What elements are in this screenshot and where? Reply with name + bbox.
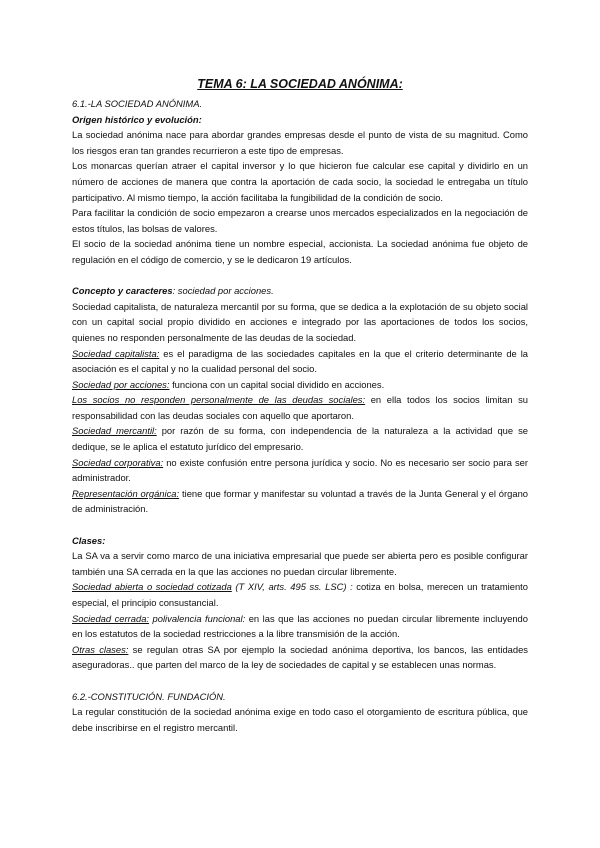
- characteristic-item: [72, 486, 528, 517]
- class-item-closed: [72, 611, 528, 642]
- section-6-2-heading: 6.2.-CONSTITUCIÓN. FUNDACIÓN.: [72, 690, 226, 702]
- characteristic-term: Sociedad mercantil:: [72, 425, 157, 437]
- characteristic-item: [72, 455, 528, 486]
- class-term: Otras clases:: [72, 643, 129, 655]
- origin-heading: Origen histórico y evolución:: [72, 113, 202, 125]
- class-text: se regulan otras SA por ejemplo la sociedad anónima deportiva, los bancos, las entidades aseguradoras.. que parten del marco de la ley de sociedades de capital y se establecen unas normas.: [72, 643, 528, 671]
- classes-intro: La SA va a servir como marco de una iniciativa empresarial que puede ser abierta pero es posible configurar también una SA cerrada en la que las acciones no puedan circular libremente.: [72, 550, 528, 577]
- class-subterm: polivalencia funcional:: [149, 612, 246, 624]
- characteristic-text: no existe confusión entre persona jurídica y socio. No es necesario ser socio para ser administrador.: [72, 456, 528, 484]
- origin-paragraph: El socio de la sociedad anónima tiene un nombre especial, accionista. La sociedad anónima fue objeto de regulación en el código de comercio, y se le dedicaron 19 artículos.: [72, 238, 528, 265]
- spacer: [72, 673, 528, 689]
- class-item-open: [72, 579, 528, 610]
- characteristic-item: [72, 346, 528, 377]
- concept-heading-rest: : sociedad por acciones.: [172, 285, 274, 297]
- characteristic-term: Sociedad corporativa:: [72, 456, 164, 468]
- characteristic-text: funciona con un capital social dividido en acciones.: [169, 378, 385, 390]
- spacer: [72, 517, 528, 533]
- class-text: cotiza en bolsa, merecen un tratamiento especial, el principio consustancial.: [72, 581, 529, 608]
- characteristic-item: [72, 392, 528, 423]
- class-text: en las que las acciones no puedan circular libremente incluyendo en los estatutos de la sociedad restricciones a la libre transmisión de la acción.: [72, 612, 528, 640]
- characteristic-text: tiene que formar y manifestar su voluntad a través de la Junta General y el órgano de administración.: [72, 487, 528, 515]
- origin-paragraph: Para facilitar la condición de socio empezaron a crearse unos mercados especializados en la negociación de estos títulos, las bolsas de valores.: [72, 207, 528, 234]
- characteristic-text: por razón de su forma, con independencia de la naturaleza a la actividad que se dedique, se le aplica el estatuto jurídico del empresario.: [72, 425, 528, 453]
- concept-intro: Sociedad capitalista, de naturaleza mercantil por su forma, que se dedica a la explotación de su objeto social con un capital social propio dividido en acciones e integrado por las aportaciones de todos los socios, quienes no responden personalmente de las deudas de la sociedad.: [72, 300, 528, 343]
- characteristic-term: Los socios no responden personalmente de las deudas sociales:: [72, 394, 366, 406]
- characteristic-item: [72, 377, 528, 393]
- section-6-2-text: La regular constitución de la sociedad anónima exige en todo caso el otorgamiento de escritura pública, que debe inscribirse en el registro mercantil.: [72, 706, 528, 733]
- characteristic-term: Sociedad capitalista:: [72, 347, 160, 359]
- concept-heading-label: Concepto y caracteres: [72, 285, 173, 297]
- class-term: Sociedad abierta o sociedad cotizada: [72, 581, 232, 593]
- page-title: TEMA 6: LA SOCIEDAD ANÓNIMA:: [197, 77, 403, 91]
- class-item-other: [72, 642, 528, 673]
- characteristic-text: es el paradigma de las sociedades capitales en la que el criterio determinante de la asociación es el capital y no la cualidad personal del socio.: [72, 347, 528, 375]
- origin-paragraph: La sociedad anónima nace para abordar grandes empresas desde el punto de vista de su magnitud. Como los riesgos eran tan grandes recurrieron a este tipo de empresas.: [72, 129, 528, 156]
- characteristic-term: Sociedad por acciones:: [72, 378, 170, 390]
- section-6-1-heading: 6.1.-LA SOCIEDAD ANÓNIMA.: [72, 98, 203, 109]
- spacer: [72, 268, 528, 284]
- characteristic-term: Representación orgánica:: [72, 487, 180, 499]
- class-term: Sociedad cerrada:: [72, 612, 150, 624]
- characteristic-item: [72, 423, 528, 454]
- classes-heading: Clases:: [72, 534, 106, 546]
- characteristic-text: en ella todos los socios limitan su responsabilidad con las deudas sociales con aquello que aportaron.: [72, 394, 528, 421]
- concept-heading: [72, 283, 528, 299]
- origin-paragraph: Los monarcas querían atraer el capital inversor y lo que hicieron fue calcular ese capital y dividirlo en un número de acciones de manera que contra la aportación de cada socio, la sociedad le entregaba un título participativo. Al mismo tiempo, la acción facilitaba la fungibilidad de la condición de socio.: [72, 160, 528, 203]
- class-reference: (T XIV, arts. 495 ss. LSC) :: [231, 581, 353, 593]
